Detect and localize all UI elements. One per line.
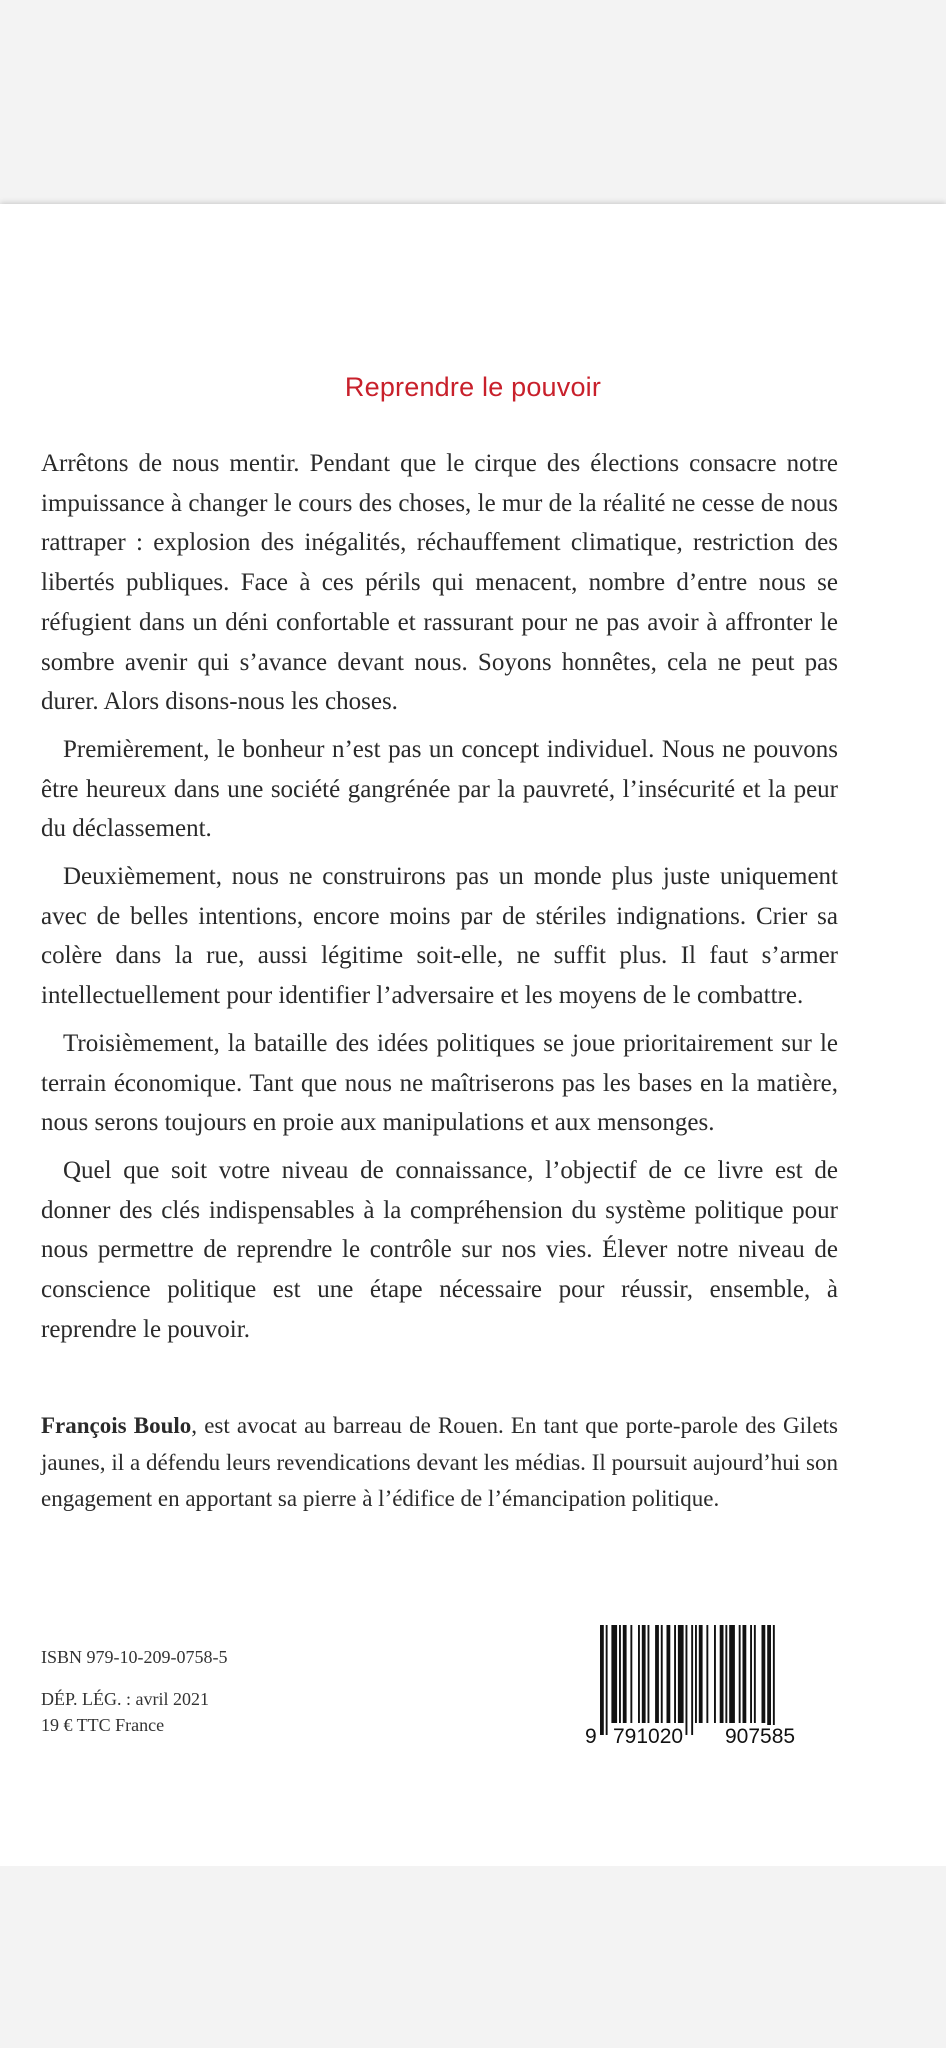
book-back-cover xyxy=(0,204,946,1866)
blurb-paragraph: Troisièmement, la bataille des idées politiques se joue prioritairement sur le terrain économique. Tant que nous ne maîtriserons pas les bases en la matière, nous serons toujours en proie aux manipulations et aux mensonges. xyxy=(41,1029,838,1137)
barcode-bar xyxy=(638,1625,640,1723)
barcode-bar xyxy=(623,1625,627,1723)
barcode-bar xyxy=(648,1625,650,1723)
blurb-text xyxy=(41,444,838,1357)
legal-info xyxy=(41,1644,441,1738)
barcode-bar xyxy=(725,1625,727,1723)
barcode-bar xyxy=(686,1625,688,1735)
barcode-bar xyxy=(661,1625,663,1723)
barcode xyxy=(586,1625,838,1753)
barcode-group-1: 791020 xyxy=(613,1725,684,1748)
barcode-bar xyxy=(743,1625,747,1723)
barcode-bar xyxy=(773,1625,775,1735)
barcode-bar xyxy=(674,1625,676,1723)
barcode-bar xyxy=(762,1625,766,1723)
barcode-bar xyxy=(739,1625,741,1723)
barcode-group-2: 907585 xyxy=(725,1725,796,1748)
author-bio xyxy=(41,1408,838,1518)
barcode-bar xyxy=(750,1625,752,1723)
viewer-top-area xyxy=(0,0,946,204)
barcode-bar xyxy=(699,1625,703,1723)
price-text: 19 € TTC France xyxy=(41,1715,165,1735)
barcode-lead-digit: 9 xyxy=(585,1725,597,1748)
isbn-text: ISBN 979-10-209-0758-5 xyxy=(41,1647,228,1667)
barcode-bar xyxy=(695,1625,697,1723)
viewer-bottom-area xyxy=(0,1866,946,2048)
blurb-paragraph: Deuxièmement, nous ne construirons pas un monde plus juste uniquement avec de belles intentions, encore moins par de stériles indignations. Crier sa colère dans la rue, aussi légitime soit-elle, ne suffit plus. Il faut s’armer intellectuellement pour identifier l’adversaire et les moyens de le combattre. xyxy=(41,863,838,1010)
blurb-paragraph: Premièrement, le bonheur n’est pas un concept individuel. Nous ne pouvons être heureux dans une société gangrénée par la pauvreté, l’insécurité et la peur du déclassement. xyxy=(41,735,838,843)
barcode-bar xyxy=(720,1625,724,1723)
barcode-bar xyxy=(691,1625,693,1735)
barcode-bar xyxy=(655,1625,659,1723)
barcode-bar xyxy=(767,1625,771,1735)
barcode-bar xyxy=(729,1625,735,1723)
barcode-bar xyxy=(754,1625,756,1723)
barcode-bar xyxy=(678,1625,684,1723)
barcode-bar xyxy=(606,1625,608,1735)
barcode-bar xyxy=(714,1625,716,1723)
blurb-paragraph: Quel que soit votre niveau de connaissance, l’objectif de ce livre est de donner des clés indispensables à la compréhension du système politique pour nous permettre de reprendre le contrôle sur nos vies. Élever notre niveau de conscience politique est une étape nécessaire pour réussir, ensemble, à reprendre le pouvoir. xyxy=(41,1156,838,1343)
barcode-bar xyxy=(619,1625,621,1723)
barcode-bar xyxy=(611,1625,617,1723)
barcode-bar xyxy=(667,1625,671,1723)
legal-deposit-text: DÉP. LÉG. : avril 2021 xyxy=(41,1689,209,1709)
author-name: François Boulo xyxy=(41,1413,192,1438)
barcode-bar xyxy=(642,1625,646,1723)
barcode-bar xyxy=(706,1625,708,1723)
author-bio-text: , est avocat au barreau de Rouen. En tant que porte-parole des Gilets jaunes, il a défendu leurs revendications devant les médias. Il poursuit aujourd’hui son engagement en apportant sa pierre à l’édifice de l’émancipation politique. xyxy=(41,1413,838,1512)
barcode-bar xyxy=(600,1625,604,1735)
blurb-paragraph: Arrêtons de nous mentir. Pendant que le cirque des élections consacre notre impuissance à changer le cours des choses, le mur de la réalité ne cesse de nous rattraper : explosion des inégalités, réchauffement climatique, restriction des libertés publiques. Face à ces périls qui menacent, nombre d’entre nous se réfugient dans un déni confortable et rassurant pour ne pas avoir à affronter le sombre avenir qui s’avance devant nous. Soyons honnêtes, cela ne peut pas durer. Alors disons-nous les choses. xyxy=(41,450,838,716)
barcode-icon xyxy=(586,1625,838,1735)
barcode-bar xyxy=(630,1625,632,1723)
barcode-digits xyxy=(586,1723,838,1753)
cover-title: Reprendre le pouvoir xyxy=(344,372,602,402)
